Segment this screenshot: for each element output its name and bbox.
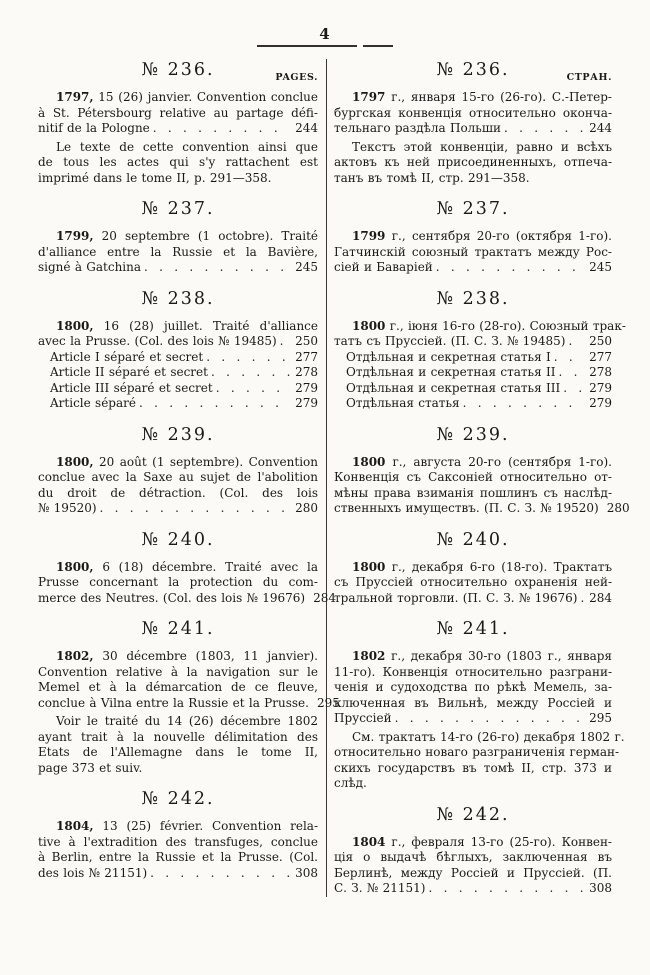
column-french: [38, 59, 340, 897]
text-line: См. трактатъ 14-го (26-го) декабря 1802 г.: [352, 729, 625, 744]
text-line: актовъ къ ней присоединенныхъ, отпеча-: [334, 155, 612, 169]
line-text: Пруссіей: [334, 711, 392, 725]
page-ref: 295: [316, 695, 340, 710]
dot-leader: [463, 396, 585, 412]
line-text: Article II séparé et secret: [50, 365, 208, 379]
text-line: Convention relative à la navigation sur le: [38, 664, 318, 679]
text-line: Prusse concernant la protection du com-: [38, 575, 318, 589]
left-paragraph: [38, 90, 318, 137]
dot-leader: [568, 334, 584, 350]
left-paragraph: [38, 649, 340, 711]
page-ref: 278: [295, 365, 318, 379]
text-line: Etats de l'Allemagne dans le tome II,: [38, 745, 318, 759]
right-paragraph: [334, 729, 625, 792]
page-ref: 279: [589, 396, 612, 410]
dot-leader: [150, 866, 290, 882]
section-number: № 239.: [141, 424, 215, 445]
page-header: [38, 26, 612, 47]
text-line: 1800 г., декабря 6-го (18-го). Трактатъ: [352, 559, 612, 574]
text-line: [38, 590, 337, 607]
section-number: № 237.: [436, 199, 510, 219]
left-paragraph: [38, 140, 318, 187]
text-line: 1800, 6 (18) décembre. Traité avec la: [56, 559, 318, 574]
page-ref: 279: [295, 380, 318, 395]
text-line: [334, 350, 612, 366]
line-text: Отдѣльная и секретная статья II: [346, 365, 556, 379]
page-ref: 277: [589, 349, 612, 364]
section-number: № 238.: [436, 288, 510, 309]
text-line: à Berlin, entre la Russie et la Prusse. (Col.: [38, 850, 318, 864]
page-ref: 245: [589, 260, 612, 274]
section-number: № 242.: [436, 804, 510, 825]
section-number: № 241.: [436, 619, 510, 639]
page-number-rule: [38, 45, 612, 47]
left-paragraph: [38, 396, 318, 412]
text-line: ченія и судоходства по рѣкѣ Мемель, за-: [334, 680, 612, 694]
right-paragraph: [334, 229, 612, 276]
page-ref: 295: [589, 711, 612, 725]
line-text: сіей и Баваріей: [334, 260, 433, 274]
text-line: [38, 866, 318, 882]
dot-leader: [100, 501, 291, 517]
text-line: ція о выдачѣ бѣглыхъ, заключенная въ: [334, 850, 612, 864]
text-line: скихъ государствъ въ томѣ II, стр. 373 и: [334, 760, 612, 775]
line-text: nitif de la Pologne: [38, 121, 150, 135]
line-text: № 19520): [38, 501, 97, 515]
left-paragraph: [38, 319, 318, 350]
line-text: Отдѣльная и секретная статья I: [346, 349, 551, 364]
column-russian: [334, 59, 630, 897]
dot-leader: [139, 396, 290, 412]
page-ref: 277: [295, 349, 318, 364]
left-paragraph: [38, 365, 318, 381]
dot-leader: [211, 365, 290, 381]
page-ref: 284: [589, 590, 612, 605]
page-ref: 284: [313, 590, 337, 605]
right-paragraph: [334, 396, 612, 412]
text-line: бургская конвенція относительно оконча-: [334, 105, 612, 120]
dot-leader: [216, 381, 290, 397]
text-line: de tous les actes qui s'y rattachent est: [38, 155, 318, 169]
page-ref: 278: [589, 365, 612, 379]
page-ref: 244: [589, 121, 612, 135]
dot-leader: [144, 260, 290, 276]
text-line: Берлинѣ, между Россіей и Пруссіей. (П.: [334, 865, 612, 880]
page-ref: 250: [295, 334, 318, 348]
section-number: № 239.: [436, 424, 510, 445]
dot-leader: [428, 881, 584, 897]
dot-leader: [436, 260, 584, 276]
right-paragraph: [334, 454, 630, 517]
text-line: [38, 381, 318, 397]
line-text: conclue à Vilna entre la Russie et la Prusse.: [38, 695, 309, 710]
right-paragraph: [334, 560, 612, 607]
page-ref: 280: [295, 501, 318, 515]
dot-leader: [280, 334, 290, 350]
dot-leader: [206, 350, 290, 366]
line-text: Отдѣльная статья: [346, 396, 460, 410]
text-line: 1800 г., августа 20-го (сентября 1-го).: [352, 454, 612, 469]
pages-label: PAGES.: [275, 72, 318, 83]
text-line: [334, 260, 612, 276]
line-text: тральной торговли. (П. С. З. № 19676): [334, 590, 578, 605]
dot-leader: [558, 365, 584, 381]
text-line: танъ въ томѣ II, стр. 291—358.: [334, 170, 530, 185]
dot-leader: [563, 381, 584, 397]
text-line: Voir le traité du 14 (26) décembre 1802: [56, 714, 318, 728]
text-line: [334, 121, 612, 137]
dot-leader: [504, 121, 584, 137]
left-paragraph: [38, 350, 318, 366]
text-line: Memel et à la démarcation de ce fleuve,: [38, 680, 318, 694]
line-text: Отдѣльная и секретная статья III: [346, 380, 561, 395]
section-number: № 237.: [141, 199, 215, 219]
left-paragraph: [38, 381, 318, 397]
page-ref: 250: [589, 334, 612, 348]
text-line: Le texte de cette convention ainsi que: [56, 139, 318, 154]
text-line: à St. Pétersbourg relative au partage défi-: [38, 105, 318, 120]
text-line: d'alliance entre la Russie et la Bavière,: [38, 244, 318, 259]
dot-leader: [554, 350, 584, 366]
text-line: [334, 881, 612, 897]
right-paragraph: [334, 318, 626, 350]
text-line: 1802 г., декабря 30-го (1803 г., января: [352, 649, 612, 663]
line-text: Article III séparé et secret: [50, 380, 213, 395]
right-paragraph: [334, 90, 612, 137]
line-text: татъ съ Пруссіей. (П. С. З. № 19485): [334, 334, 566, 348]
text-line: 1800 г., іюня 16-го (28-го). Союзный трак-: [352, 318, 626, 333]
text-line: 1800, 20 août (1 septembre). Convention: [56, 454, 318, 469]
text-line: [38, 695, 340, 712]
text-line: 11-го). Конвенція относительно разграни-: [334, 664, 612, 679]
page-number: 4: [319, 25, 331, 43]
left-paragraph: [38, 559, 337, 607]
page-ref: 308: [295, 865, 318, 880]
toc-columns: [38, 59, 630, 897]
section-number: № 240.: [141, 529, 215, 550]
text-line: tive à l'extradition des transfuges, conclue: [38, 834, 318, 849]
text-line: imprimé dans le tome II, p. 291—358.: [38, 170, 272, 185]
text-line: [334, 501, 630, 517]
left-paragraph: [38, 819, 318, 881]
text-line: съ Пруссіей относительно охраненія ней-: [334, 575, 612, 589]
page-ref: 279: [589, 380, 612, 395]
line-text: signé à Gatchina: [38, 260, 142, 274]
line-text: merce des Neutres. (Col. des lois № 19676): [38, 590, 306, 605]
rule-segment-long: [257, 45, 357, 47]
text-line: слѣд.: [334, 776, 367, 790]
dot-leader: [580, 591, 584, 607]
page-ref: 245: [295, 260, 318, 274]
rule-segment-short: [363, 45, 393, 47]
text-line: [38, 260, 318, 276]
text-line: Текстъ этой конвенціи, равно и всѣхъ: [352, 139, 612, 154]
text-line: [334, 365, 612, 381]
text-line: page 373 et suiv.: [38, 760, 143, 775]
section-number: № 236.: [141, 60, 215, 80]
text-line: 1797, 15 (26) janvier. Convention conclue: [56, 90, 318, 104]
text-line: [334, 334, 612, 350]
left-paragraph: [38, 455, 318, 517]
text-line: 1799 г., сентября 20-го (октября 1-го).: [352, 229, 612, 243]
page-ref: 244: [295, 121, 318, 135]
right-paragraph: [334, 381, 612, 397]
line-text: Article séparé: [50, 396, 136, 410]
column-divider: [326, 59, 327, 897]
text-line: [38, 501, 318, 517]
section-number: № 242.: [141, 789, 215, 809]
dot-leader: [395, 711, 585, 727]
text-line: 1799, 20 septembre (1 octobre). Traité: [56, 229, 318, 243]
text-line: [38, 334, 318, 350]
text-line: Гатчинскій союзный трактатъ между Рос-: [334, 244, 612, 259]
section-number: № 236.: [436, 60, 510, 80]
line-text: des lois № 21151): [38, 865, 148, 880]
page-ref: 280: [606, 501, 630, 515]
text-line: [38, 350, 318, 366]
right-paragraph: [334, 835, 612, 897]
text-line: Конвенція съ Саксоніей относительно от-: [334, 470, 612, 484]
page-ref: 279: [295, 396, 318, 410]
left-paragraph: [38, 714, 318, 776]
text-line: [38, 396, 318, 412]
right-paragraph: [334, 365, 612, 381]
right-paragraph: [334, 350, 612, 366]
line-text: тельнаго раздѣла Польши: [334, 121, 501, 135]
text-line: ключенная въ Вильнѣ, между Россіей и: [334, 695, 612, 710]
stran-label: СТРАН.: [566, 72, 612, 83]
line-text: С. З. № 21151): [334, 881, 426, 895]
text-line: относительно новаго разграниченія герман-: [334, 745, 620, 759]
dot-leader: [153, 121, 290, 137]
line-text: avec la Prusse. (Col. des lois № 19485): [38, 334, 277, 348]
text-line: [334, 591, 612, 607]
right-paragraph: [334, 649, 612, 727]
right-paragraph: [334, 140, 612, 187]
section-number: № 240.: [436, 529, 510, 550]
line-text: Article I séparé et secret: [50, 349, 204, 364]
section-number: № 241.: [141, 619, 215, 639]
text-line: 1797 г., января 15-го (26-го). С.-Петер-: [352, 90, 612, 104]
left-paragraph: [38, 229, 318, 276]
text-line: 1802, 30 décembre (1803, 11 janvier).: [56, 649, 318, 663]
text-line: мѣны права взиманія пошлинъ съ наслѣд-: [334, 485, 612, 500]
text-line: [38, 365, 318, 381]
text-line: du droit de détraction. (Col. des lois: [38, 485, 318, 500]
text-line: ayant trait à la nouvelle délimitation des: [38, 729, 318, 744]
text-line: [334, 396, 612, 412]
section-number: № 238.: [141, 288, 215, 309]
text-line: [334, 381, 612, 397]
text-line: [334, 711, 612, 727]
line-text: ственныхъ имуществъ. (П. С. З. № 19520): [334, 501, 599, 515]
text-line: [38, 121, 318, 137]
text-line: 1804 г., февраля 13-го (25-го). Конвен-: [352, 834, 612, 849]
text-line: conclue avec la Saxe au sujet de l'abolition: [38, 470, 318, 484]
page-ref: 308: [589, 881, 612, 895]
text-line: 1800, 16 (28) juillet. Traité d'alliance: [56, 318, 318, 333]
text-line: 1804, 13 (25) février. Convention rela-: [56, 819, 318, 833]
